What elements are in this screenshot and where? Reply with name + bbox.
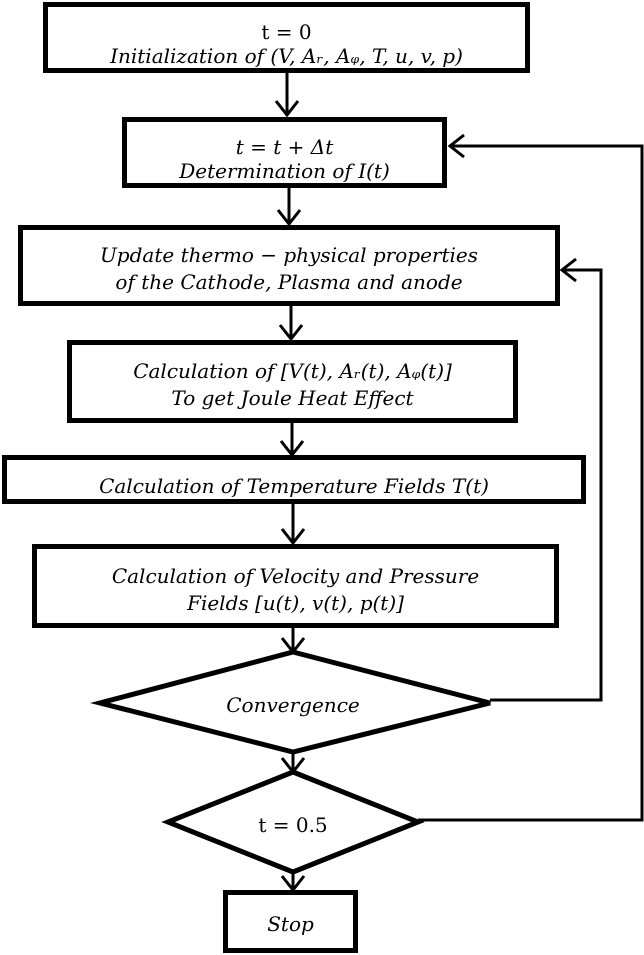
- init-description: Initialization of (V, Aᵣ, Aᵩ, T, u, v, p): [110, 44, 463, 68]
- init-box: [43, 2, 530, 73]
- calc-potential-line2: To get Joule Heat Effect: [171, 386, 414, 410]
- calc-velocity-box: [32, 544, 559, 628]
- stop-box: [223, 890, 358, 953]
- time-step-description: Determination of I(t): [179, 159, 390, 183]
- calc-potential-box: [67, 340, 518, 423]
- calc-temperature-label: Calculation of Temperature Fields T(t): [99, 474, 489, 498]
- time-step-label: t = t + Δt: [235, 135, 334, 159]
- update-properties-line1: Update thermo − physical properties: [99, 243, 479, 267]
- time-step-box: [122, 117, 447, 188]
- init-time-label: t = 0: [261, 20, 312, 44]
- calc-velocity-line1: Calculation of Velocity and Pressure: [111, 564, 480, 588]
- stop-label: Stop: [267, 912, 314, 936]
- convergence-label: Convergence: [226, 693, 360, 717]
- calc-temperature-box: [2, 455, 586, 504]
- update-properties-box: [18, 225, 560, 306]
- calc-potential-line1: Calculation of [V(t), Aᵣ(t), Aᵩ(t)]: [133, 359, 452, 383]
- calc-velocity-line2: Fields [u(t), v(t), p(t)]: [187, 591, 404, 615]
- time-check-label: t = 0.5: [258, 813, 328, 837]
- update-properties-line2: of the Cathode, Plasma and anode: [115, 270, 463, 294]
